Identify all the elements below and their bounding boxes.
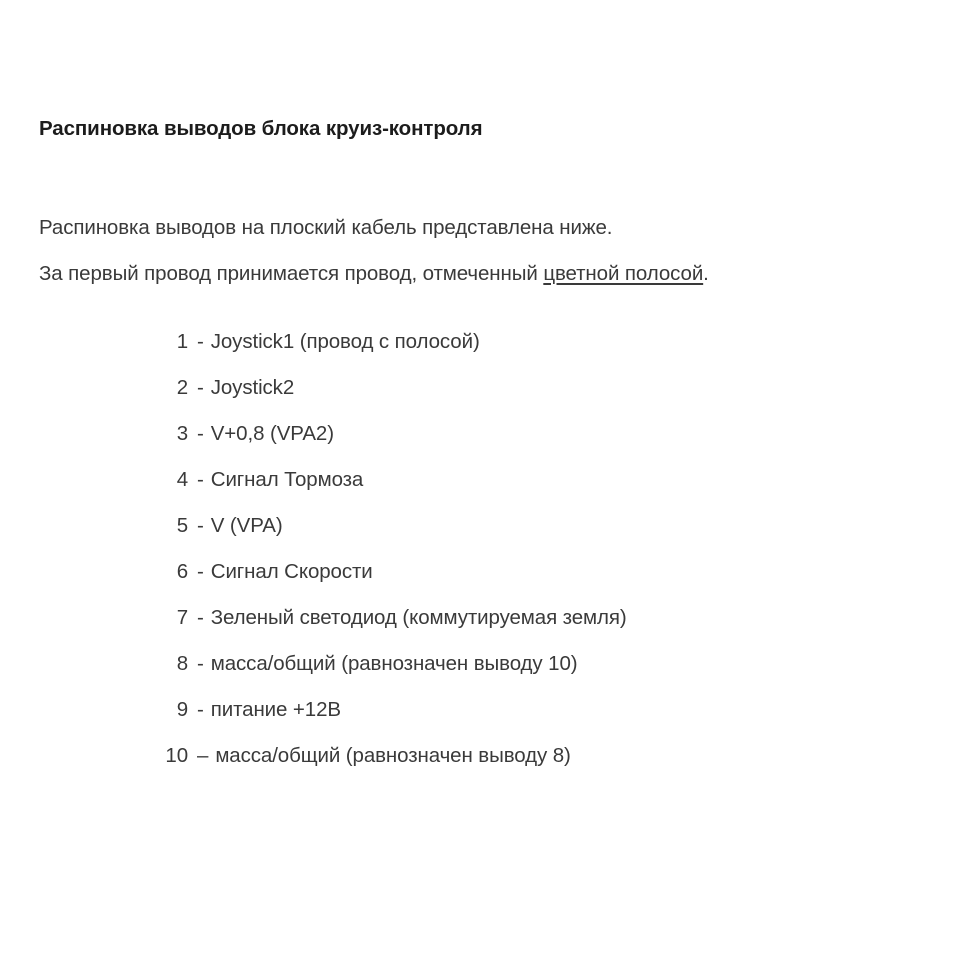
pin-label: питание +12В — [210, 698, 341, 721]
list-item — [160, 606, 860, 652]
pin-label: масса/общий (равнозначен выводу 10) — [210, 652, 578, 675]
pinout-list — [160, 330, 860, 790]
pin-separator: - — [197, 652, 204, 675]
intro-paragraph-1: Распиновка выводов на плоский кабель представлена ниже. — [39, 215, 613, 239]
pin-separator: - — [197, 514, 204, 537]
pin-number: 6 — [176, 560, 188, 583]
pin-number: 3 — [176, 422, 188, 445]
list-item — [160, 468, 860, 514]
pin-number: 8 — [176, 652, 188, 675]
paragraph-2-text-before: За первый провод принимается провод, отмеченный — [39, 261, 544, 285]
list-item — [160, 376, 860, 422]
list-item — [160, 698, 860, 744]
colored-stripe-emphasis: цветной полосой — [543, 261, 704, 285]
pin-label: Joystick2 — [210, 376, 295, 399]
list-item — [160, 652, 860, 698]
pin-label: Сигнал Тормоза — [210, 468, 364, 491]
pin-label: V (VPA) — [210, 514, 283, 537]
pin-separator: – — [197, 744, 209, 767]
page-title: Распиновка выводов блока круиз-контроля — [39, 116, 483, 140]
pin-label: масса/общий (равнозначен выводу 8) — [215, 744, 571, 767]
pin-separator: - — [197, 606, 204, 629]
pin-separator: - — [197, 560, 204, 583]
list-item — [160, 514, 860, 560]
pin-number: 1 — [176, 330, 188, 353]
pin-number: 2 — [176, 376, 188, 399]
pin-separator: - — [197, 422, 204, 445]
list-item — [160, 744, 860, 790]
list-item — [160, 330, 860, 376]
pin-label: V+0,8 (VPA2) — [210, 422, 334, 445]
vertical-scrollbar[interactable] — [926, 0, 960, 960]
pin-number: 4 — [176, 468, 188, 491]
pin-separator: - — [197, 376, 204, 399]
list-item — [160, 422, 860, 468]
pin-separator: - — [197, 468, 204, 491]
pin-label: Зеленый светодиод (коммутируемая земля) — [210, 606, 627, 629]
pin-number: 7 — [176, 606, 188, 629]
pin-separator: - — [197, 698, 204, 721]
pin-separator: - — [197, 330, 204, 353]
pin-number: 9 — [176, 698, 188, 721]
intro-paragraph-2 — [39, 262, 709, 286]
pin-label: Joystick1 (провод с полосой) — [210, 330, 480, 353]
paragraph-2-text-after: . — [703, 261, 709, 285]
list-item — [160, 560, 860, 606]
pin-label: Сигнал Скорости — [210, 560, 373, 583]
pin-number: 10 — [165, 744, 188, 767]
pin-number: 5 — [176, 514, 188, 537]
